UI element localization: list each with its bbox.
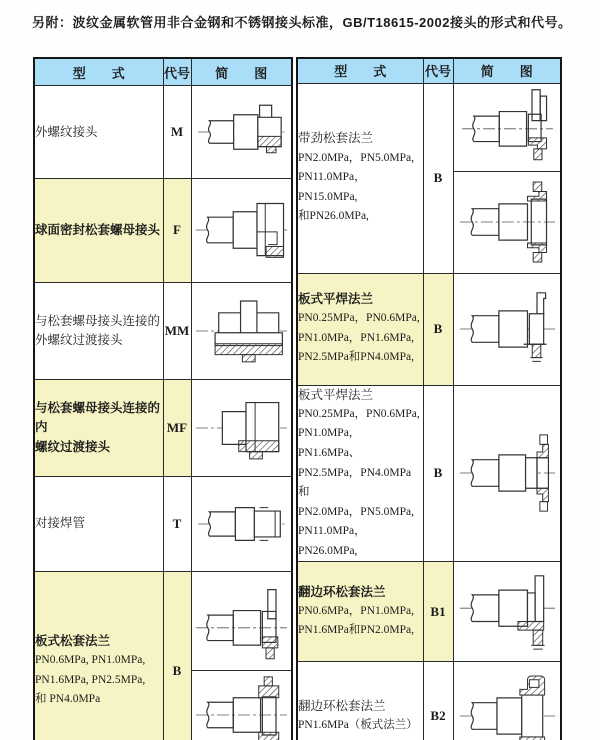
diagram-cell — [191, 179, 292, 283]
diagram-cell — [191, 571, 292, 740]
fitting-type-cell: 对接焊管 — [34, 477, 163, 572]
table-row — [297, 385, 561, 562]
fitting-code: T — [163, 477, 191, 572]
table-row — [297, 273, 561, 385]
neck-loose-flange-bottom-icon — [454, 172, 561, 273]
fitting-code: B — [423, 385, 453, 562]
left-fittings-table — [33, 57, 293, 740]
lapped-ring-loose-flange-plate-icon — [454, 670, 561, 740]
fittings-tables — [33, 57, 562, 740]
diagram-cell — [453, 83, 561, 273]
page-title: 另附：波纹金属软管用非合金钢和不锈钢接头标准，GB/T18615-2002接头的形式和代号。 — [32, 15, 572, 30]
header-row — [297, 58, 561, 83]
col-header-diagram: 简 图 — [453, 58, 561, 83]
fitting-type-cell: 与松套螺母接头连接的 外螺纹过渡接头 — [34, 282, 163, 379]
table-row — [297, 562, 561, 662]
male-thread-fitting-icon — [192, 94, 292, 170]
fitting-code: B — [423, 83, 453, 273]
diagram-cell — [453, 662, 561, 740]
diagram-cell — [453, 385, 561, 562]
fitting-code: B — [163, 571, 191, 740]
butt-weld-pipe-icon — [192, 486, 292, 562]
lapped-ring-loose-flange-icon — [454, 569, 561, 655]
col-header-code: 代号 — [163, 58, 191, 86]
spherical-seal-nut-fitting-icon — [192, 189, 292, 271]
col-header-code: 代号 — [423, 58, 453, 83]
male-female-adapter-icon — [192, 388, 292, 468]
fitting-code: M — [163, 86, 191, 179]
fitting-type-cell: 翻边环松套法兰 PN0.6MPa，PN1.0MPa, PN1.6MPa和PN2.0MPa, — [297, 562, 423, 662]
col-header-diagram: 简 图 — [191, 58, 292, 86]
male-male-adapter-icon — [192, 291, 292, 371]
plate-weld-flange-full-range-icon — [454, 429, 561, 517]
diagram-cell — [191, 477, 292, 572]
fitting-code: B2 — [423, 662, 453, 740]
table-row — [297, 662, 561, 740]
diagram-cell — [191, 282, 292, 379]
fitting-type-cell: 板式松套法兰 PN0.6MPa, PN1.0MPa, PN1.6MPa, PN2.5MPa, 和 PN4.0MPa — [34, 571, 163, 740]
diagram-cell — [453, 273, 561, 385]
right-fittings-table — [296, 57, 562, 740]
plate-weld-flange-icon — [454, 282, 561, 376]
table-row — [34, 179, 292, 283]
fitting-type-cell: 球面密封松套螺母接头 — [34, 179, 163, 283]
fitting-code: MF — [163, 379, 191, 476]
table-row — [297, 83, 561, 273]
table-row — [34, 379, 292, 476]
fitting-type-cell: 与松套螺母接头连接的内 螺纹过渡接头 — [34, 379, 163, 476]
diagram-cell — [191, 379, 292, 476]
table-row — [34, 86, 292, 179]
table-row — [34, 477, 292, 572]
diagram-cell — [191, 86, 292, 179]
col-header-type: 型 式 — [297, 58, 423, 83]
fitting-code: MM — [163, 282, 191, 379]
table-row — [34, 571, 292, 740]
fitting-type-cell: 带劲松套法兰 PN2.0MPa，PN5.0MPa, PN11.0MPa，PN15.0MPa, 和PN26.0MPa, — [297, 83, 423, 273]
header-row — [34, 58, 292, 86]
fitting-code: F — [163, 179, 191, 283]
fitting-code: B1 — [423, 562, 453, 662]
diagram-cell — [453, 562, 561, 662]
col-header-type: 型 式 — [34, 58, 163, 86]
fitting-type-cell: 翻边环松套法兰 PN1.6MPa（板式法兰） — [297, 662, 423, 740]
table-row — [34, 282, 292, 379]
neck-loose-flange-top-icon — [454, 84, 561, 172]
fitting-type-cell: 外螺纹接头 — [34, 86, 163, 179]
plate-loose-flange-top-icon — [192, 582, 292, 671]
fitting-type-cell: 板式平焊法兰 PN0.25MPa，PN0.6MPa, PN1.0MPa，PN1.6MPa、 PN2.5MPa，PN4.0MPa和 PN2.0MPa，PN5.0MPa, PN11.0MPa，PN26.0MPa, — [297, 385, 423, 562]
plate-loose-flange-bottom-icon — [192, 671, 292, 740]
fitting-code: B — [423, 273, 453, 385]
fitting-type-cell: 板式平焊法兰 PN0.25MPa，PN0.6MPa, PN1.0MPa，PN1.6MPa, PN2.5MPa和PN4.0MPa, — [297, 273, 423, 385]
